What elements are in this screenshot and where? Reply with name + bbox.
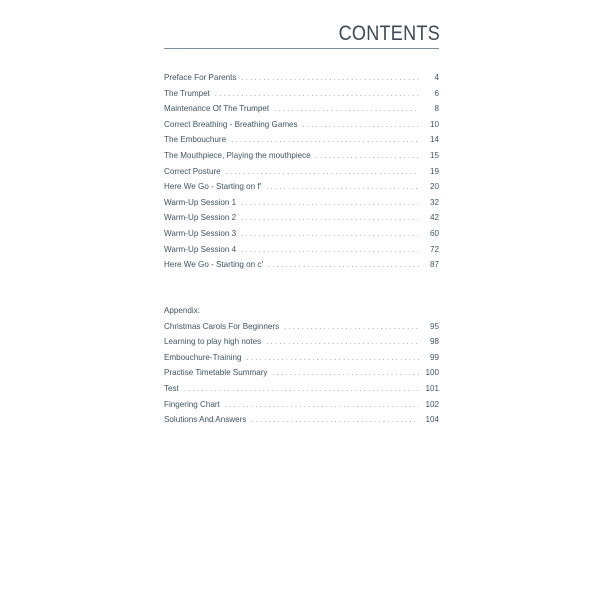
toc-entry-page: 15 [429,150,439,160]
toc-entry-page: 32 [429,197,439,207]
toc-entry [164,412,439,428]
toc-entry-label: Correct Posture [164,166,221,176]
toc-entry-page: 20 [429,182,439,192]
dot-leader [274,102,419,118]
toc-entry-page: 14 [429,135,439,145]
toc-entry [164,210,439,226]
toc-entry [164,242,439,258]
toc-entry-page: 101 [425,383,439,393]
toc-entry-page: 95 [429,321,439,331]
toc-entry [164,195,439,211]
toc-entry-label: Learning to play high notes [164,337,262,347]
toc-entry-page: 102 [425,399,439,409]
toc-entry-label: Test [164,383,179,393]
toc-entry-label: Warm-Up Session 2 [164,213,237,223]
toc-entry-label: Christmas Carols For Beginners [164,321,280,331]
toc-entry-label: Maintenance Of The Trumpet [164,104,270,114]
dot-leader [284,320,419,336]
appendix-contents [164,303,439,428]
dot-leader [226,165,419,181]
toc-entry-label: Warm-Up Session 3 [164,228,237,238]
toc-entry [164,101,439,117]
toc-entry [164,86,439,102]
dot-leader [231,133,419,149]
title-divider [164,48,439,49]
toc-entry [164,365,439,381]
toc-entry [164,257,439,273]
dot-leader [241,71,419,87]
toc-entry-label: Warm-Up Session 1 [164,197,237,207]
dot-leader [225,398,419,414]
dot-leader [247,351,419,367]
toc-entry-page: 72 [429,244,439,254]
toc-entry [164,334,439,350]
toc-entry-page: 60 [429,228,439,238]
toc-entry-page: 6 [434,88,439,98]
toc-entry [164,397,439,413]
dot-leader [272,366,419,382]
toc-entry-page: 19 [429,166,439,176]
toc-entry [164,319,439,335]
toc-entry-page: 104 [425,415,439,425]
toc-entry [164,164,439,180]
toc-entry [164,179,439,195]
toc-entry-label: The Trumpet [164,88,210,98]
toc-entry-label: Practise Timetable Summary [164,368,268,378]
dot-leader [268,258,419,274]
dot-leader [251,413,419,429]
dot-leader [241,196,419,212]
dot-leader [241,211,419,227]
dot-leader [184,382,419,398]
dot-leader [241,243,419,259]
appendix-heading: Appendix: [164,306,200,315]
toc-entry-page: 100 [425,368,439,378]
toc-entry-page: 87 [429,260,439,270]
toc-entry-label: The Mouthpiece, Playing the mouthpiece [164,150,311,160]
toc-entry-label: Correct Breathing - Breathing Games [164,119,298,129]
toc-entry [164,70,439,86]
toc-entry [164,381,439,397]
dot-leader [215,87,419,103]
toc-entry-label: Fingering Chart [164,399,220,409]
toc-entry [164,226,439,242]
toc-entry [164,350,439,366]
toc-entry-label: Here We Go - Starting on c′ [164,260,263,270]
toc-entry-label: Here We Go - Starting on f′ [164,182,262,192]
dot-leader [241,227,419,243]
toc-entry-label: Preface For Parents [164,73,237,82]
toc-entry-label: Warm-Up Session 4 [164,244,237,254]
toc-entry-label: Solutions And Answers [164,415,247,425]
toc-entry-page: 4 [434,73,439,82]
toc-entry-page: 8 [434,104,439,114]
toc-entry [164,132,439,148]
dot-leader [303,118,419,134]
toc-entry [164,117,439,133]
toc-entry-page: 42 [429,213,439,223]
toc-entry-page: 10 [429,119,439,129]
page-title: CONTENTS [338,22,440,45]
toc-entry-label: Embouchure-Training [164,352,242,362]
toc-entry [164,148,439,164]
toc-entry-page: 99 [429,352,439,362]
toc-entry-label: The Embouchure [164,135,227,145]
table-of-contents [164,70,439,273]
dot-leader [266,180,419,196]
dot-leader [266,335,419,351]
dot-leader [316,149,419,165]
toc-entry-page: 98 [429,337,439,347]
